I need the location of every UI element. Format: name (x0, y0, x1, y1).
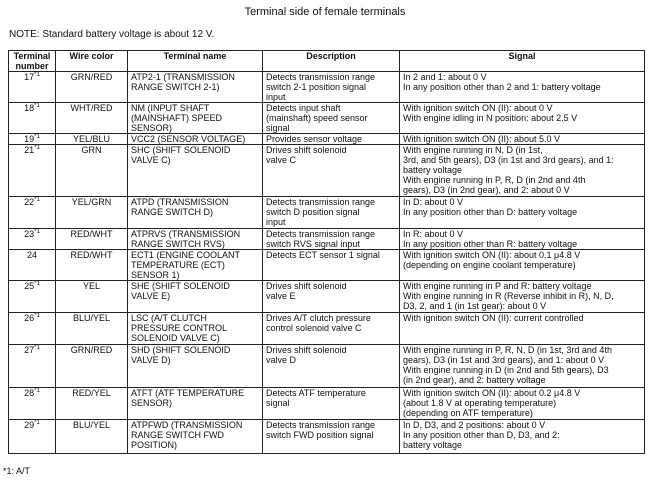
description-cell (263, 250, 400, 281)
signal-line: With engine running in R (Reverse inhibit in R), N, D, (403, 291, 614, 301)
wire-color-cell: BLU/YEL (56, 420, 128, 454)
terminal-number: 19 (24, 134, 35, 144)
terminal-footnote-marker: *1 (34, 313, 40, 319)
table-row (9, 197, 645, 229)
wire-color-cell: YEL/GRN (56, 197, 128, 229)
signal-cell (400, 420, 645, 454)
description-line: input (266, 217, 286, 227)
terminal-number: 25 (24, 281, 35, 291)
signal-cell (400, 145, 645, 197)
terminal-name-line: RANGE SWITCH RVS) (131, 239, 225, 249)
terminal-name-line: VCC2 (SENSOR VOLTAGE) (131, 134, 246, 144)
table-row (9, 345, 645, 388)
wire-color-cell: YEL/BLU (56, 134, 128, 145)
description-cell (263, 197, 400, 229)
terminal-name-line: ATPD (TRANSMISSION (131, 197, 229, 207)
signal-line: In 2 and 1: about 0 V (403, 72, 487, 82)
description-cell (263, 103, 400, 134)
description-cell (263, 420, 400, 454)
signal-cell (400, 313, 645, 345)
signal-cell (400, 197, 645, 229)
header-description: Description (263, 51, 400, 72)
description-cell (263, 313, 400, 345)
terminal-footnote-marker: *1 (34, 134, 40, 140)
signal-line: With engine running in P and R: battery voltage (403, 281, 592, 291)
signal-line: With engine running in P, R, D (in 2nd and 4th (403, 175, 586, 185)
signal-cell (400, 72, 645, 103)
table-row (9, 420, 645, 454)
terminal-name-line: VALVE E) (131, 291, 171, 301)
terminal-name-line: TEMPERATURE (ECT) (131, 260, 225, 270)
signal-line: With ignition switch ON (II): about 0.1 μ4.8 V (403, 250, 581, 260)
terminal-number-cell (9, 420, 56, 454)
terminal-name-line: SHC (SHIFT SOLENOID (131, 145, 231, 155)
terminal-name-line: ATPRVS (TRANSMISSION (131, 229, 241, 239)
terminal-name-cell (128, 313, 263, 345)
signal-cell (400, 345, 645, 388)
signal-line: battery voltage (403, 165, 463, 175)
terminal-name-line: LSC (A/T CLUTCH (131, 313, 207, 323)
wire-color-cell: GRN (56, 145, 128, 197)
wire-color-cell: YEL (56, 281, 128, 313)
terminal-name-line: SOLENOID VALVE C) (131, 333, 220, 343)
terminal-number-cell (9, 145, 56, 197)
terminal-name-line: NM (INPUT SHAFT (131, 103, 210, 113)
description-line: Detects transmission range (266, 197, 376, 207)
description-line: valve D (266, 355, 297, 365)
terminal-name-line: (MAINSHAFT) SPEED (131, 113, 223, 123)
table-row (9, 388, 645, 420)
terminal-name-cell (128, 72, 263, 103)
terminal-name-line: RANGE SWITCH D) (131, 207, 213, 217)
terminal-number-cell (9, 388, 56, 420)
terminal-name-line: VALVE C) (131, 155, 171, 165)
battery-voltage-note: NOTE: Standard battery voltage is about 12 V. (9, 29, 215, 40)
description-line: switch FWD position signal (266, 430, 374, 440)
header-signal: Signal (400, 51, 645, 72)
terminal-name-line: ATPFWD (TRANSMISSION (131, 420, 243, 430)
terminal-number-cell (9, 229, 56, 250)
description-cell (263, 229, 400, 250)
terminal-name-cell (128, 134, 263, 145)
terminal-number-cell (9, 72, 56, 103)
signal-line: In D: about 0 V (403, 197, 464, 207)
description-cell (263, 134, 400, 145)
terminal-name-line: POSITION) (131, 440, 178, 450)
terminal-name-line: ATFT (ATF TEMPERATURE (131, 388, 245, 398)
description-line: Drives shift solenoid (266, 145, 347, 155)
terminal-number: 21 (24, 145, 35, 155)
table-row (9, 134, 645, 145)
terminal-number: 28 (24, 388, 35, 398)
description-line: Drives shift solenoid (266, 281, 347, 291)
terminal-name-line: SHE (SHIFT SOLENOID (131, 281, 230, 291)
terminal-footnote-marker: *1 (34, 72, 40, 78)
terminal-name-line: RANGE SWITCH 2-1) (131, 82, 220, 92)
description-line: (mainshaft) speed sensor (266, 113, 368, 123)
page-title: Terminal side of female terminals (244, 6, 406, 18)
table-header-row (9, 51, 645, 72)
terminal-number: 22 (24, 197, 35, 207)
wire-color-cell: RED/WHT (56, 250, 128, 281)
terminal-footnote-marker: *1 (34, 103, 40, 109)
terminal-number: 29 (24, 420, 35, 430)
terminal-footnote-marker: *1 (34, 229, 40, 235)
signal-cell (400, 103, 645, 134)
description-line: Drives shift solenoid (266, 345, 347, 355)
terminal-number-cell (9, 103, 56, 134)
description-line: switch D position signal (266, 207, 360, 217)
description-cell (263, 345, 400, 388)
terminal-name-cell (128, 197, 263, 229)
terminal-number: 27 (24, 345, 35, 355)
terminal-number: 18 (24, 103, 35, 113)
wire-color-cell: BLU/YEL (56, 313, 128, 345)
signal-line: In any position other than D: battery voltage (403, 207, 578, 217)
terminal-name-cell (128, 250, 263, 281)
terminal-name-line: SHD (SHIFT SOLENOID (131, 345, 231, 355)
terminal-name-cell (128, 388, 263, 420)
terminal-name-cell (128, 281, 263, 313)
description-cell (263, 72, 400, 103)
terminal-name-line: ECT1 (ENGINE COOLANT (131, 250, 241, 260)
wire-color-cell: GRN/RED (56, 345, 128, 388)
description-line: Detects transmission range (266, 420, 376, 430)
terminal-number-cell (9, 345, 56, 388)
signal-line: (about 1.8 V at operating temperature) (403, 398, 557, 408)
header-terminal-number: Terminal number (9, 51, 56, 72)
signal-line: gears), D3 (in 1st and 3rd gears), and 1: about 0 V (403, 355, 605, 365)
description-line: signal (266, 398, 290, 408)
signal-line: 3rd, and 5th gears), D3 (in 1st and 3rd gears), and 1: (403, 155, 614, 165)
header-terminal-name: Terminal name (128, 51, 263, 72)
terminal-footnote-marker: *1 (34, 281, 40, 287)
signal-line: gears), D3 (in 2nd gear), and 2: about 0 V (403, 185, 570, 195)
terminal-footnote-marker: *1 (34, 388, 40, 394)
description-line: Detects transmission range (266, 72, 376, 82)
table-row (9, 313, 645, 345)
signal-line: In R: about 0 V (403, 229, 464, 239)
terminal-name-cell (128, 345, 263, 388)
signal-line: (depending on ATF temperature) (403, 408, 533, 418)
signal-line: With engine running in D (in 2nd and 5th gears), D3 (403, 365, 609, 375)
terminal-number: 26 (24, 313, 35, 323)
terminal-number: 17 (24, 72, 35, 82)
wire-color-cell: RED/WHT (56, 229, 128, 250)
terminal-number-cell (9, 313, 56, 345)
signal-cell (400, 229, 645, 250)
table-row (9, 250, 645, 281)
terminal-number: 23 (24, 229, 35, 239)
terminal-number-cell (9, 134, 56, 145)
signal-line: In any position other than R: battery voltage (403, 239, 578, 249)
terminal-number-cell (9, 281, 56, 313)
signal-line: In any position other than 2 and 1: battery voltage (403, 82, 601, 92)
table-row (9, 281, 645, 313)
signal-line: With ignition switch ON (II): current controlled (403, 313, 584, 323)
terminal-name-cell (128, 229, 263, 250)
signal-line: With ignition switch ON (II): about 5.0 V (403, 134, 561, 144)
terminal-name-line: SENSOR) (131, 123, 173, 133)
signal-line: D3, 2, and 1 (in 1st gear): about 0 V (403, 301, 547, 311)
table-row (9, 145, 645, 197)
terminal-name-line: VALVE D) (131, 355, 171, 365)
description-line: Detects input shaft (266, 103, 341, 113)
terminal-name-line: RANGE SWITCH FWD (131, 430, 224, 440)
description-line: Provides sensor voltage (266, 134, 363, 144)
signal-line: With engine running in N, D (in 1st, (403, 145, 543, 155)
terminal-number-cell (9, 197, 56, 229)
description-line: switch 2-1 position signal (266, 82, 367, 92)
signal-line: With ignition switch ON (II): about 0 V (403, 103, 553, 113)
description-line: valve C (266, 155, 297, 165)
signal-line: In any position other than D, D3, and 2: (403, 430, 560, 440)
signal-line: battery voltage (403, 440, 463, 450)
terminal-footnote-marker: *1 (34, 420, 40, 426)
signal-line: (depending on engine coolant temperature) (403, 260, 576, 270)
description-line: switch RVS signal input (266, 239, 360, 249)
signal-line: (in 2nd gear), and 2: battery voltage (403, 375, 546, 385)
signal-cell (400, 250, 645, 281)
table-row (9, 103, 645, 134)
description-line: valve E (266, 291, 296, 301)
table-row (9, 229, 645, 250)
terminal-name-line: SENSOR 1) (131, 270, 180, 280)
description-cell (263, 388, 400, 420)
table-row (9, 72, 645, 103)
terminal-name-cell (128, 103, 263, 134)
description-line: signal (266, 123, 290, 133)
signal-cell (400, 388, 645, 420)
signal-line: In D, D3, and 2 positions: about 0 V (403, 420, 546, 430)
signal-cell (400, 134, 645, 145)
terminal-table (8, 50, 645, 454)
description-line: input (266, 92, 286, 102)
terminal-footnote-marker: *1 (34, 145, 40, 151)
header-wire-color: Wire color (56, 51, 128, 72)
description-line: Drives A/T clutch pressure (266, 313, 371, 323)
terminal-name-cell (128, 145, 263, 197)
description-line: Detects ATF temperature (266, 388, 366, 398)
terminal-number: 24 (26, 250, 37, 260)
description-line: Detects transmission range (266, 229, 376, 239)
wire-color-cell: RED/YEL (56, 388, 128, 420)
description-cell (263, 281, 400, 313)
description-cell (263, 145, 400, 197)
signal-cell (400, 281, 645, 313)
signal-line: With engine idling in N position: about 2.5 V (403, 113, 578, 123)
terminal-name-line: PRESSURE CONTROL (131, 323, 228, 333)
terminal-footnote-marker: *1 (34, 345, 40, 351)
description-line: Detects ECT sensor 1 signal (266, 250, 380, 260)
footnote: *1: A/T (3, 466, 31, 476)
wire-color-cell: GRN/RED (56, 72, 128, 103)
terminal-footnote-marker: *1 (34, 197, 40, 203)
wire-color-cell: WHT/RED (56, 103, 128, 134)
terminal-number-cell (9, 250, 56, 281)
signal-line: With ignition switch ON (II): about 0.2 μ4.8 V (403, 388, 581, 398)
description-line: control solenoid valve C (266, 323, 362, 333)
terminal-name-line: SENSOR) (131, 398, 173, 408)
terminal-name-cell (128, 420, 263, 454)
signal-line: With engine running in P, R, N, D (in 1st, 3rd and 4th (403, 345, 612, 355)
terminal-name-line: ATP2-1 (TRANSMISSION (131, 72, 235, 82)
